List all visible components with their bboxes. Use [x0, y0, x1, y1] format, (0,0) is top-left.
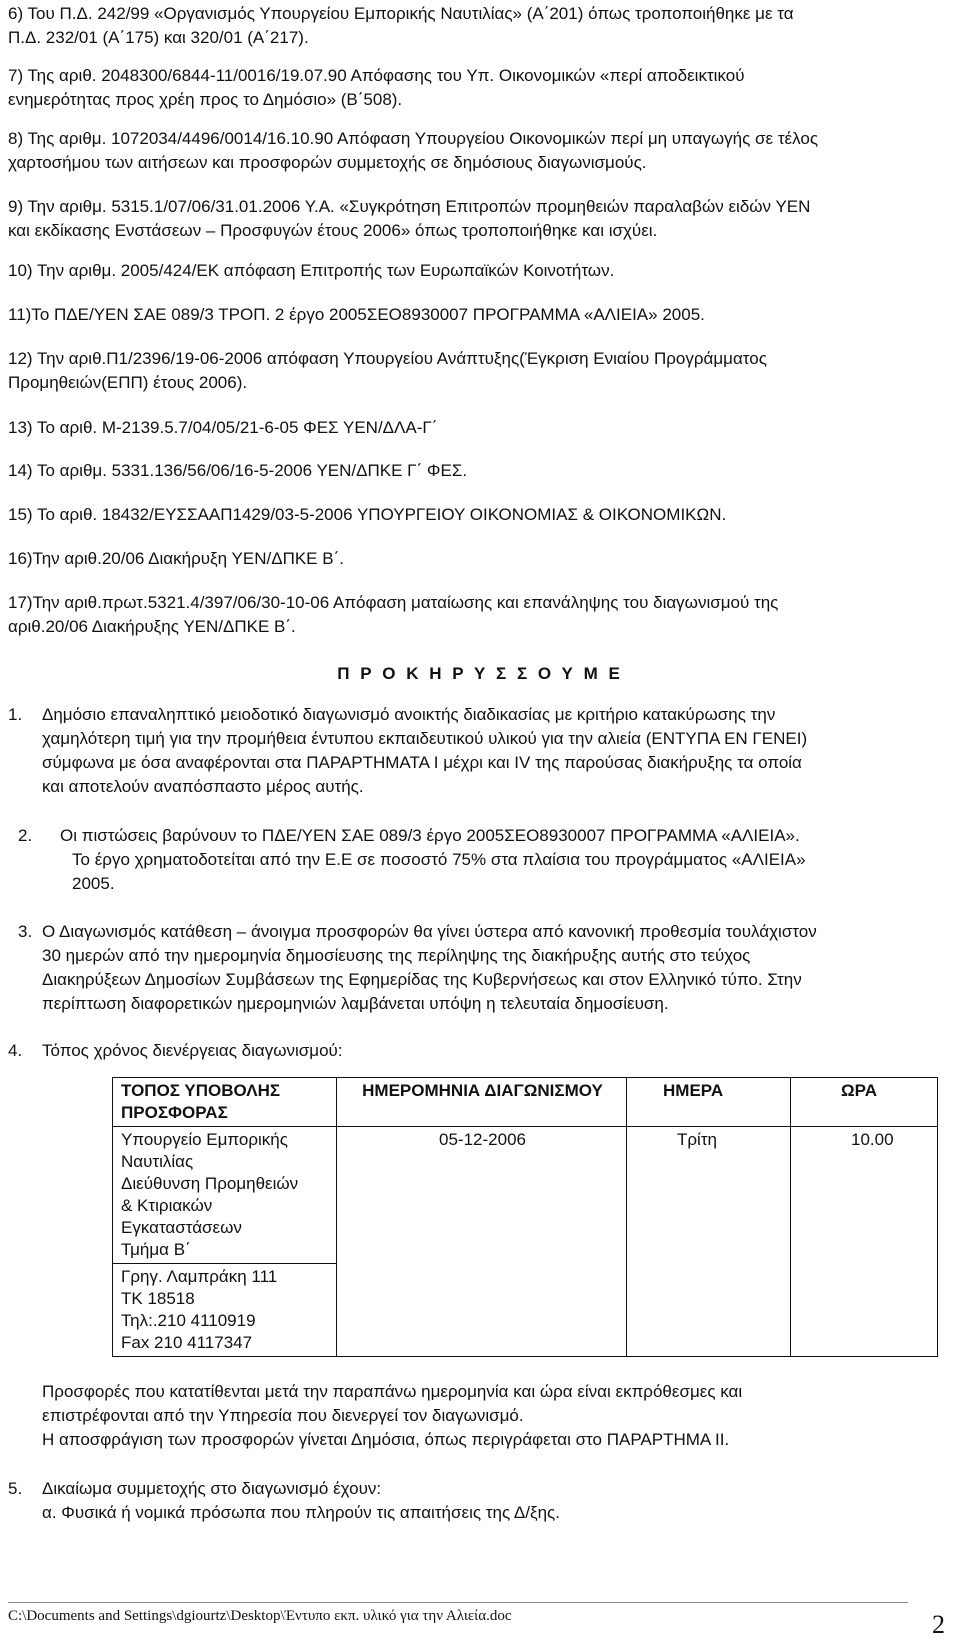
place-ministry-cell: [113, 1127, 337, 1264]
address-line-1: Γρηγ. Λαμπράκη 111: [121, 1267, 278, 1286]
ref-17-line-2: αριθ.20/06 Διακήρυξης ΥΕΝ/ΔΠΚΕ Β΄.: [8, 617, 296, 636]
ref-14: 14) Το αριθμ. 5331.136/56/06/16-5-2006 ΥΕΝ/ΔΠΚΕ Γ΄ ΦΕΣ.: [8, 461, 468, 480]
ref-6-line-1: 6) Του Π.Δ. 242/99 «Οργανισμός Υπουργείου Εμπορικής Ναυτιλίας» (Α΄201) όπως τροποποιήθηκε με τα: [8, 4, 794, 23]
item-1-line-1: Δημόσιο επαναληπτικό μειοδοτικό διαγωνισμό ανοικτής διαδικασίας με κριτήριο κατακύρωσης την: [42, 705, 776, 724]
item-1-line-2: χαμηλότερη τιμή για την προμήθεια έντυπου εκπαιδευτικού υλικού για την αλιεία (ΕΝΤΥΠΑ ΕΝ ΓΕΝΕΙ): [42, 729, 808, 748]
address-line-2: ΤΚ 18518: [121, 1289, 195, 1308]
ref-8-line-2: χαρτοσήμου των αιτήσεων και προσφορών συμμετοχής σε δημόσιους διαγωνισμούς.: [8, 153, 647, 172]
item-1-line-4: και αποτελούν αναπόσπαστο μέρος αυτής.: [42, 777, 364, 796]
table-row: [113, 1127, 938, 1264]
address-line-4: Fax 210 4117347: [121, 1333, 253, 1352]
item-3-line-4: περίπτωση διαφορετικών ημερομηνιών λαμβάνεται υπόψη η τελευταία δημοσίευση.: [42, 994, 669, 1013]
item-3-line-3: Διακηρύξεων Δημοσίων Συμβάσεων της Εφημερίδας της Κυβερνήσεως και στον Ελληνικό τύπο. Στην: [42, 970, 802, 989]
item-4-line-1: Τόπος χρόνος διενέργειας διαγωνισμού:: [42, 1041, 343, 1060]
header-day: ΗΜΕΡΑ: [627, 1078, 791, 1127]
item-1-number: 1.: [8, 705, 23, 724]
page-number: 2: [932, 1610, 945, 1639]
footer-rule: [8, 1602, 908, 1603]
date-cell: 05-12-2006: [337, 1127, 627, 1357]
item-2-line-2: Το έργο χρηματοδοτείται από την Ε.Ε σε ποσοστό 75% στα πλαίσια του προγράμματος «ΑΛΙΕΙΑ»: [72, 850, 806, 869]
ref-12-line-1: 12) Την αριθ.Π1/2396/19-06-2006 απόφαση Υπουργείου Ανάπτυξης(Έγκριση Ενιαίου Προγράμματος: [8, 349, 767, 368]
item-3-line-1: Ο Διαγωνισμός κατάθεση – άνοιγμα προσφορών θα γίνει ύστερα από κανονική προθεσμία τουλάχιστον: [42, 922, 817, 941]
ref-16: 16)Την αριθ.20/06 Διακήρυξη ΥΕΝ/ΔΠΚΕ Β΄.: [8, 549, 344, 568]
item-2-number: 2.: [18, 826, 33, 845]
item-2-line-3: 2005.: [72, 874, 115, 893]
item-3-number: 3.: [18, 922, 33, 941]
time-cell: 10.00: [791, 1127, 938, 1357]
footer-file-path: C:\Documents and Settings\dgiourtz\Desktop\Έντυπο εκπ. υλικό για την Αλιεία.doc: [8, 1608, 512, 1624]
table-header-row: [113, 1078, 938, 1127]
ref-10: 10) Την αριθμ. 2005/424/ΕΚ απόφαση Επιτροπής των Ευρωπαϊκών Κοινοτήτων.: [8, 261, 615, 280]
header-place: ΤΟΠΟΣ ΥΠΟΒΟΛΗΣ ΠΡΟΣΦΟΡΑΣ: [113, 1078, 337, 1127]
ref-6-line-2: Π.Δ. 232/01 (Α΄175) και 320/01 (Α΄217).: [8, 28, 309, 47]
schedule-table: [112, 1077, 938, 1357]
item-5-line-2: α. Φυσικά ή νομικά πρόσωπα που πληρούν τις απαιτήσεις της Δ/ξης.: [42, 1503, 560, 1522]
ref-8-line-1: 8) Της αριθμ. 1072034/4496/0014/16.10.90 Απόφαση Υπουργείου Οικονομικών περί μη υπαγωγής σε τέλος: [8, 129, 819, 148]
ref-17-line-1: 17)Την αριθ.πρωτ.5321.4/397/06/30-10-06 Απόφαση ματαίωσης και επανάληψης του διαγωνισμού της: [8, 593, 779, 612]
ref-9-line-1: 9) Την αριθμ. 5315.1/07/06/31.01.2006 Υ.Α. «Συγκρότηση Επιτροπών προμηθειών παραλαβών ειδών ΥΕΝ: [8, 197, 811, 216]
address-line-3: Τηλ:.210 4110919: [121, 1311, 256, 1330]
ref-9-line-2: και εκδίκασης Ενστάσεων – Προσφυγών έτους 2006» όπως τροποποιήθηκε και ισχύει.: [8, 221, 658, 240]
proclamation-heading: Π Ρ Ο Κ Η Ρ Υ Σ Σ Ο Υ Μ Ε: [337, 664, 623, 683]
item-3-line-2: 30 ημερών από την ημερομηνία δημοσίευσης της περίληψης της διακήρυξης αυτής στο τεύχος: [42, 946, 751, 965]
ref-12-line-2: Προμηθειών(ΕΠΠ) έτους 2006).: [8, 373, 248, 392]
ref-13: 13) Το αριθ. Μ-2139.5.7/04/05/21-6-05 ΦΕΣ ΥΕΝ/ΔΛΑ-Γ΄: [8, 418, 438, 437]
after-table-line-1: Προσφορές που κατατίθενται μετά την παραπάνω ημερομηνία και ώρα είναι εκπρόθεσμες και: [42, 1382, 743, 1401]
ref-7-line-2: ενημερότητας προς χρέη προς το Δημόσιο» (Β΄508).: [8, 90, 403, 109]
place-ministry-line-1: Υπουργείο Εμπορικής: [121, 1130, 288, 1149]
place-ministry-line-5: Εγκαταστάσεων: [121, 1218, 242, 1237]
item-1-line-3: σύμφωνα με όσα αναφέρονται στα ΠΑΡΑΡΤΗΜΑΤΑ Ι μέχρι και IV της παρούσας διακήρυξης τα οποία: [42, 753, 802, 772]
ref-7-line-1: 7) Της αριθ. 2048300/6844-11/0016/19.07.90 Απόφασης του Υπ. Οικονομικών «περί αποδεικτικού: [8, 66, 745, 85]
header-date: ΗΜΕΡΟΜΗΝΙΑ ΔΙΑΓΩΝΙΣΜΟΥ: [337, 1078, 627, 1127]
place-ministry-line-4: & Κτιριακών: [121, 1196, 213, 1215]
ref-11: 11)Το ΠΔΕ/ΥΕΝ ΣΑΕ 089/3 ΤΡΟΠ. 2 έργο 2005ΣΕΟ8930007 ΠΡΟΓΡΑΜΜΑ «ΑΛΙΕΙΑ» 2005.: [8, 305, 705, 324]
item-5-line-1: Δικαίωμα συμμετοχής στο διαγωνισμό έχουν:: [42, 1479, 382, 1498]
item-2-line-1: Οι πιστώσεις βαρύνουν το ΠΔΕ/ΥΕΝ ΣΑΕ 089/3 έργο 2005ΣΕΟ8930007 ΠΡΟΓΡΑΜΜΑ «ΑΛΙΕΙΑ».: [60, 826, 800, 845]
header-time: ΩΡΑ: [791, 1078, 938, 1127]
after-table-line-2: επιστρέφονται από την Υπηρεσία που διενεργεί τον διαγωνισμό.: [42, 1406, 524, 1425]
place-address-cell: [113, 1264, 337, 1357]
item-5-number: 5.: [8, 1479, 23, 1498]
place-ministry-line-6: Τμήμα Β΄: [121, 1240, 191, 1259]
ref-15: 15) Το αριθ. 18432/ΕΥΣΣΑΑΠ1429/03-5-2006 ΥΠΟΥΡΓΕΙΟΥ ΟΙΚΟΝΟΜΙΑΣ & ΟΙΚΟΝΟΜΙΚΩΝ.: [8, 505, 727, 524]
after-table-line-3: Η αποσφράγιση των προσφορών γίνεται Δημόσια, όπως περιγράφεται στο ΠΑΡΑΡΤΗΜΑ ΙΙ.: [42, 1430, 730, 1449]
place-ministry-line-2: Ναυτιλίας: [121, 1152, 194, 1171]
day-cell: Τρίτη: [627, 1127, 791, 1357]
item-4-number: 4.: [8, 1041, 23, 1060]
place-ministry-line-3: Διεύθυνση Προμηθειών: [121, 1174, 299, 1193]
